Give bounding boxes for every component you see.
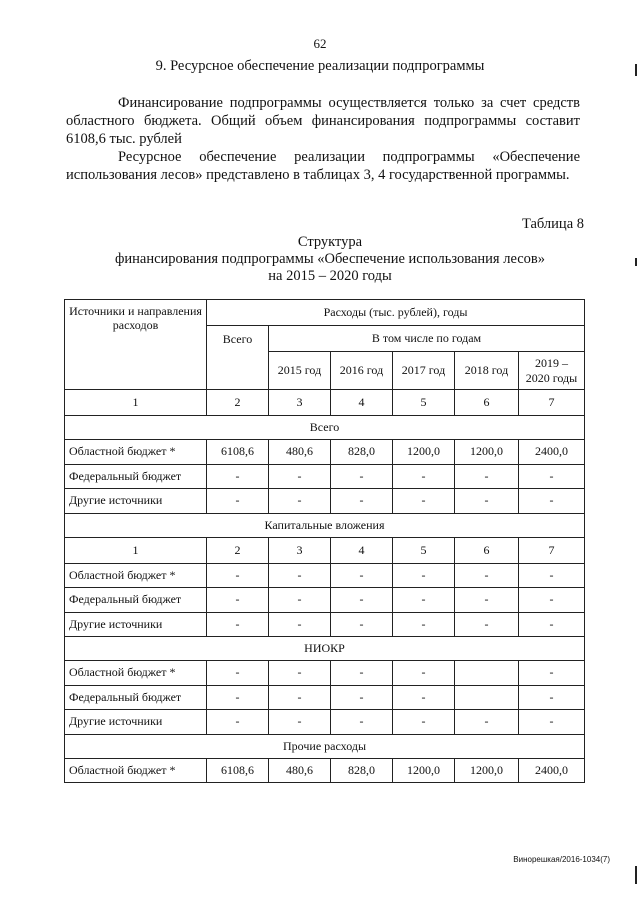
table-cell: 1200,0 <box>455 440 519 465</box>
table-row <box>65 710 585 735</box>
header-total: Всего <box>207 326 269 390</box>
header-year: 2016 год <box>331 352 393 390</box>
table-cell: - <box>393 489 455 514</box>
table-cell: - <box>331 588 393 613</box>
table-row <box>65 489 585 514</box>
table-cell: - <box>207 685 269 710</box>
table-cell: 1200,0 <box>455 758 519 783</box>
section-row <box>65 513 585 537</box>
column-number: 3 <box>269 537 331 563</box>
table-cell: - <box>393 685 455 710</box>
header-year: 2018 год <box>455 352 519 390</box>
row-label: Областной бюджет * <box>65 440 207 465</box>
table-cell: - <box>519 661 585 686</box>
table-cell: - <box>519 710 585 735</box>
section-row <box>65 734 585 758</box>
table-cell: - <box>331 489 393 514</box>
table-cell: 1200,0 <box>393 440 455 465</box>
table-cell: - <box>519 489 585 514</box>
table-cell: - <box>331 612 393 637</box>
table-cell: 2400,0 <box>519 440 585 465</box>
table-cell: - <box>269 489 331 514</box>
table-cell: - <box>393 464 455 489</box>
table-row <box>65 758 585 783</box>
header-year: 2019 – 2020 годы <box>519 352 585 390</box>
column-number: 7 <box>519 537 585 563</box>
section-title: Капитальные вложения <box>65 513 585 537</box>
caption-line-1: Структура <box>297 234 363 250</box>
paragraph-financing: Финансирование подпрограммы осуществляется только за счет средств областного бюджета. Общий объем финансирования подпрограммы составит 6108,6 тыс. рублей <box>66 95 580 147</box>
scan-edge-mark <box>635 866 637 884</box>
table-cell: - <box>455 464 519 489</box>
table-cell: - <box>207 489 269 514</box>
column-number: 2 <box>207 537 269 563</box>
page-number: 62 <box>313 36 327 51</box>
table-cell: 1200,0 <box>393 758 455 783</box>
column-number: 1 <box>65 537 207 563</box>
table-cell: - <box>269 464 331 489</box>
table-row <box>65 685 585 710</box>
table-cell: - <box>393 710 455 735</box>
caption-line-3: на 2015 – 2020 годы <box>268 268 392 284</box>
column-number: 6 <box>455 390 519 416</box>
table-cell: - <box>331 563 393 588</box>
row-label: Федеральный бюджет <box>65 588 207 613</box>
paragraph-resources: Ресурсное обеспечение реализации подпрограммы «Обеспечение использования лесов» представлено в таблицах 3, 4 государственной программы. <box>66 149 580 183</box>
table-cell: 6108,6 <box>207 758 269 783</box>
column-number: 4 <box>331 537 393 563</box>
table-cell: - <box>455 710 519 735</box>
table-cell: - <box>269 685 331 710</box>
table-cell: - <box>207 464 269 489</box>
document-footer: Винорешкая/2016-1034(7) <box>513 855 610 864</box>
table-row <box>65 440 585 465</box>
table-cell <box>455 661 519 686</box>
column-number: 4 <box>331 390 393 416</box>
table-cell: - <box>331 685 393 710</box>
column-number: 3 <box>269 390 331 416</box>
caption-line-2: финансирования подпрограммы «Обеспечение использования лесов» <box>114 251 546 267</box>
row-label: Областной бюджет * <box>65 563 207 588</box>
row-label: Федеральный бюджет <box>65 685 207 710</box>
column-number-row <box>65 390 585 416</box>
header-year: 2015 год <box>269 352 331 390</box>
row-label: Федеральный бюджет <box>65 464 207 489</box>
table-cell: - <box>207 563 269 588</box>
table-row <box>65 661 585 686</box>
table-cell: 480,6 <box>269 758 331 783</box>
section-title: НИОКР <box>65 637 585 661</box>
table-caption <box>0 234 640 285</box>
table-row <box>65 563 585 588</box>
row-label: Другие источники <box>65 489 207 514</box>
row-label: Другие источники <box>65 612 207 637</box>
column-number: 1 <box>65 390 207 416</box>
table-cell: - <box>331 661 393 686</box>
table-cell: - <box>393 588 455 613</box>
table-cell: - <box>207 588 269 613</box>
table-cell: 6108,6 <box>207 440 269 465</box>
header-row-1 <box>65 300 585 326</box>
table-cell: 480,6 <box>269 440 331 465</box>
row-label: Областной бюджет * <box>65 661 207 686</box>
section-row <box>65 637 585 661</box>
scan-edge-mark <box>635 258 637 266</box>
column-number-row <box>65 537 585 563</box>
table-cell: 2400,0 <box>519 758 585 783</box>
table-cell: - <box>331 710 393 735</box>
section-heading: 9. Ресурсное обеспечение реализации подпрограммы <box>155 58 485 74</box>
section-title: Прочие расходы <box>65 734 585 758</box>
header-year: 2017 год <box>393 352 455 390</box>
table-cell: - <box>269 588 331 613</box>
row-label: Областной бюджет * <box>65 758 207 783</box>
table-cell: 828,0 <box>331 440 393 465</box>
column-number: 5 <box>393 537 455 563</box>
table-cell: - <box>455 588 519 613</box>
column-number: 7 <box>519 390 585 416</box>
header-including: В том числе по годам <box>269 326 585 352</box>
table-cell: - <box>393 563 455 588</box>
table-cell: - <box>207 612 269 637</box>
scan-edge-mark <box>635 64 637 76</box>
table-cell: - <box>519 464 585 489</box>
table-cell: - <box>519 588 585 613</box>
section-row <box>65 416 585 440</box>
table-cell <box>455 685 519 710</box>
column-number: 2 <box>207 390 269 416</box>
header-expenses: Расходы (тыс. рублей), годы <box>207 300 585 326</box>
table-cell: - <box>455 563 519 588</box>
table-cell: - <box>269 661 331 686</box>
table-label: Таблица 8 <box>521 216 584 232</box>
table-cell: - <box>331 464 393 489</box>
table-cell: - <box>269 710 331 735</box>
table-cell: 828,0 <box>331 758 393 783</box>
table-cell: - <box>455 489 519 514</box>
table-cell: - <box>455 612 519 637</box>
table-cell: - <box>393 661 455 686</box>
table-cell: - <box>269 612 331 637</box>
header-sources: Источники и направления расходов <box>65 300 207 390</box>
table-cell: - <box>207 661 269 686</box>
financing-table <box>64 299 585 783</box>
table-cell: - <box>269 563 331 588</box>
table-cell: - <box>207 710 269 735</box>
table-row <box>65 612 585 637</box>
table-row <box>65 464 585 489</box>
row-label: Другие источники <box>65 710 207 735</box>
table-cell: - <box>519 612 585 637</box>
table-cell: - <box>519 685 585 710</box>
section-title: Всего <box>65 416 585 440</box>
column-number: 6 <box>455 537 519 563</box>
table-row <box>65 588 585 613</box>
table-cell: - <box>519 563 585 588</box>
table-cell: - <box>393 612 455 637</box>
column-number: 5 <box>393 390 455 416</box>
